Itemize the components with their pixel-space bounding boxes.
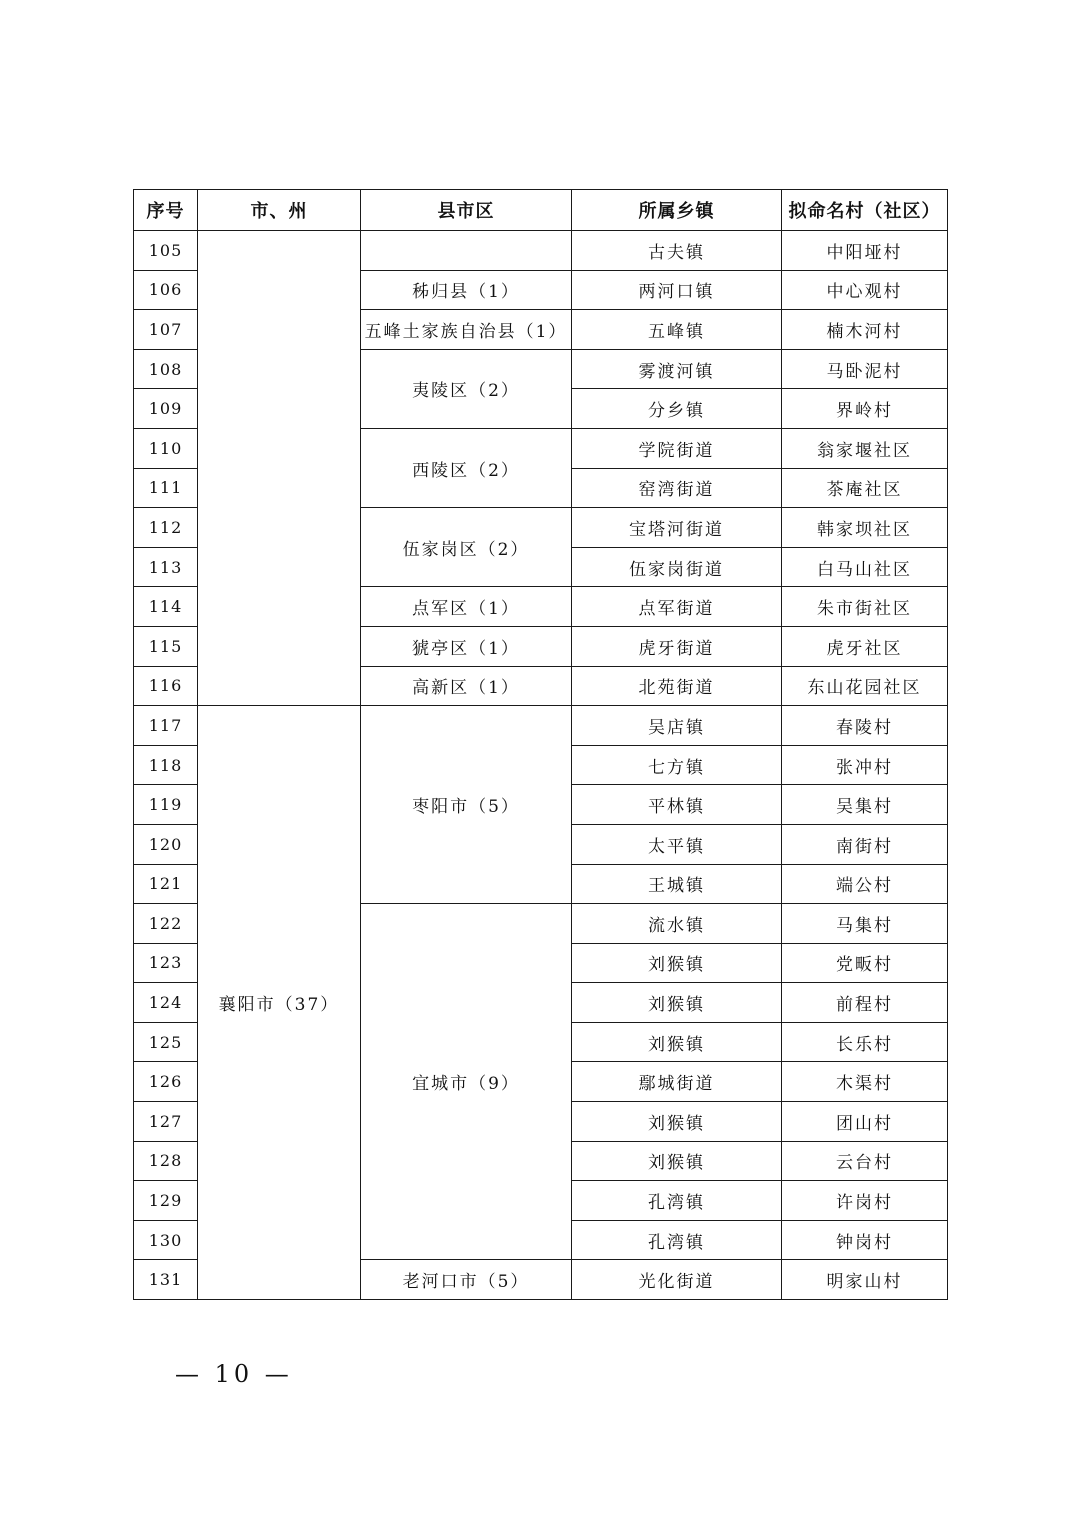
- village-cell: 东山花园社区: [782, 666, 948, 706]
- village-cell: 团山村: [782, 1102, 948, 1142]
- serial-cell: 121: [134, 864, 198, 904]
- village-cell: 楠木河村: [782, 310, 948, 350]
- serial-cell: 125: [134, 1022, 198, 1062]
- village-cell: 韩家坝社区: [782, 508, 948, 548]
- town-cell: 分乡镇: [572, 389, 782, 429]
- serial-cell: 117: [134, 706, 198, 746]
- village-cell: 木渠村: [782, 1062, 948, 1102]
- village-cell: 朱市街社区: [782, 587, 948, 627]
- serial-cell: 123: [134, 943, 198, 983]
- serial-cell: 105: [134, 231, 198, 271]
- header-row: [134, 190, 948, 231]
- county-cell: 夷陵区（2）: [361, 349, 572, 428]
- village-cell: 前程村: [782, 983, 948, 1023]
- village-cell: 白马山社区: [782, 547, 948, 587]
- town-cell: 学院街道: [572, 428, 782, 468]
- village-naming-table: [133, 189, 948, 1300]
- village-cell: 春陵村: [782, 706, 948, 746]
- serial-cell: 115: [134, 626, 198, 666]
- village-cell: 明家山村: [782, 1260, 948, 1300]
- town-cell: 平林镇: [572, 785, 782, 825]
- header-town: 所属乡镇: [572, 190, 782, 231]
- serial-cell: 116: [134, 666, 198, 706]
- header-county: 县市区: [361, 190, 572, 231]
- town-cell: 五峰镇: [572, 310, 782, 350]
- town-cell: 王城镇: [572, 864, 782, 904]
- town-cell: 刘猴镇: [572, 1141, 782, 1181]
- table-row: [134, 706, 948, 746]
- serial-cell: 111: [134, 468, 198, 508]
- county-cell: 高新区（1）: [361, 666, 572, 706]
- serial-cell: 108: [134, 349, 198, 389]
- town-cell: 吴店镇: [572, 706, 782, 746]
- serial-cell: 119: [134, 785, 198, 825]
- town-cell: 刘猴镇: [572, 1102, 782, 1142]
- village-cell: 张冲村: [782, 745, 948, 785]
- town-cell: 窑湾街道: [572, 468, 782, 508]
- town-cell: 孔湾镇: [572, 1181, 782, 1221]
- village-cell: 马卧泥村: [782, 349, 948, 389]
- town-cell: 刘猴镇: [572, 943, 782, 983]
- village-cell: 云台村: [782, 1141, 948, 1181]
- county-cell: [361, 231, 572, 271]
- serial-cell: 114: [134, 587, 198, 627]
- town-cell: 宝塔河街道: [572, 508, 782, 548]
- town-cell: 孔湾镇: [572, 1220, 782, 1260]
- county-cell: 老河口市（5）: [361, 1260, 572, 1300]
- county-cell: 宜城市（9）: [361, 904, 572, 1260]
- city-cell: 襄阳市（37）: [198, 706, 361, 1300]
- town-cell: 流水镇: [572, 904, 782, 944]
- town-cell: 古夫镇: [572, 231, 782, 271]
- serial-cell: 127: [134, 1102, 198, 1142]
- county-cell: 枣阳市（5）: [361, 706, 572, 904]
- serial-cell: 110: [134, 428, 198, 468]
- town-cell: 鄢城街道: [572, 1062, 782, 1102]
- header-city: 市、州: [198, 190, 361, 231]
- town-cell: 雾渡河镇: [572, 349, 782, 389]
- header-village: 拟命名村（社区）: [782, 190, 948, 231]
- serial-cell: 106: [134, 270, 198, 310]
- table-header: [134, 190, 948, 231]
- header-serial: 序号: [134, 190, 198, 231]
- county-cell: 西陵区（2）: [361, 428, 572, 507]
- village-cell: 界岭村: [782, 389, 948, 429]
- county-cell: 点军区（1）: [361, 587, 572, 627]
- village-cell: 茶庵社区: [782, 468, 948, 508]
- village-cell: 长乐村: [782, 1022, 948, 1062]
- village-cell: 虎牙社区: [782, 626, 948, 666]
- town-cell: 太平镇: [572, 824, 782, 864]
- town-cell: 刘猴镇: [572, 1022, 782, 1062]
- serial-cell: 128: [134, 1141, 198, 1181]
- village-cell: 端公村: [782, 864, 948, 904]
- serial-cell: 131: [134, 1260, 198, 1300]
- village-cell: 钟岗村: [782, 1220, 948, 1260]
- county-cell: 秭归县（1）: [361, 270, 572, 310]
- village-cell: 马集村: [782, 904, 948, 944]
- town-cell: 光化街道: [572, 1260, 782, 1300]
- table-body: [134, 231, 948, 1300]
- town-cell: 虎牙街道: [572, 626, 782, 666]
- serial-cell: 107: [134, 310, 198, 350]
- village-cell: 许岗村: [782, 1181, 948, 1221]
- serial-cell: 129: [134, 1181, 198, 1221]
- village-cell: 中阳垭村: [782, 231, 948, 271]
- serial-cell: 113: [134, 547, 198, 587]
- town-cell: 点军街道: [572, 587, 782, 627]
- village-cell: 翁家堰社区: [782, 428, 948, 468]
- village-cell: 党畈村: [782, 943, 948, 983]
- village-cell: 南街村: [782, 824, 948, 864]
- town-cell: 刘猴镇: [572, 983, 782, 1023]
- serial-cell: 122: [134, 904, 198, 944]
- county-cell: 猇亭区（1）: [361, 626, 572, 666]
- village-cell: 中心观村: [782, 270, 948, 310]
- serial-cell: 126: [134, 1062, 198, 1102]
- town-cell: 两河口镇: [572, 270, 782, 310]
- county-cell: 五峰土家族自治县（1）: [361, 310, 572, 350]
- serial-cell: 112: [134, 508, 198, 548]
- serial-cell: 130: [134, 1220, 198, 1260]
- serial-cell: 109: [134, 389, 198, 429]
- town-cell: 北苑街道: [572, 666, 782, 706]
- village-cell: 吴集村: [782, 785, 948, 825]
- town-cell: 七方镇: [572, 745, 782, 785]
- page-number: — 10 —: [175, 1360, 293, 1388]
- serial-cell: 120: [134, 824, 198, 864]
- serial-cell: 118: [134, 745, 198, 785]
- serial-cell: 124: [134, 983, 198, 1023]
- city-cell: [198, 231, 361, 706]
- county-cell: 伍家岗区（2）: [361, 508, 572, 587]
- town-cell: 伍家岗街道: [572, 547, 782, 587]
- table-row: [134, 231, 948, 271]
